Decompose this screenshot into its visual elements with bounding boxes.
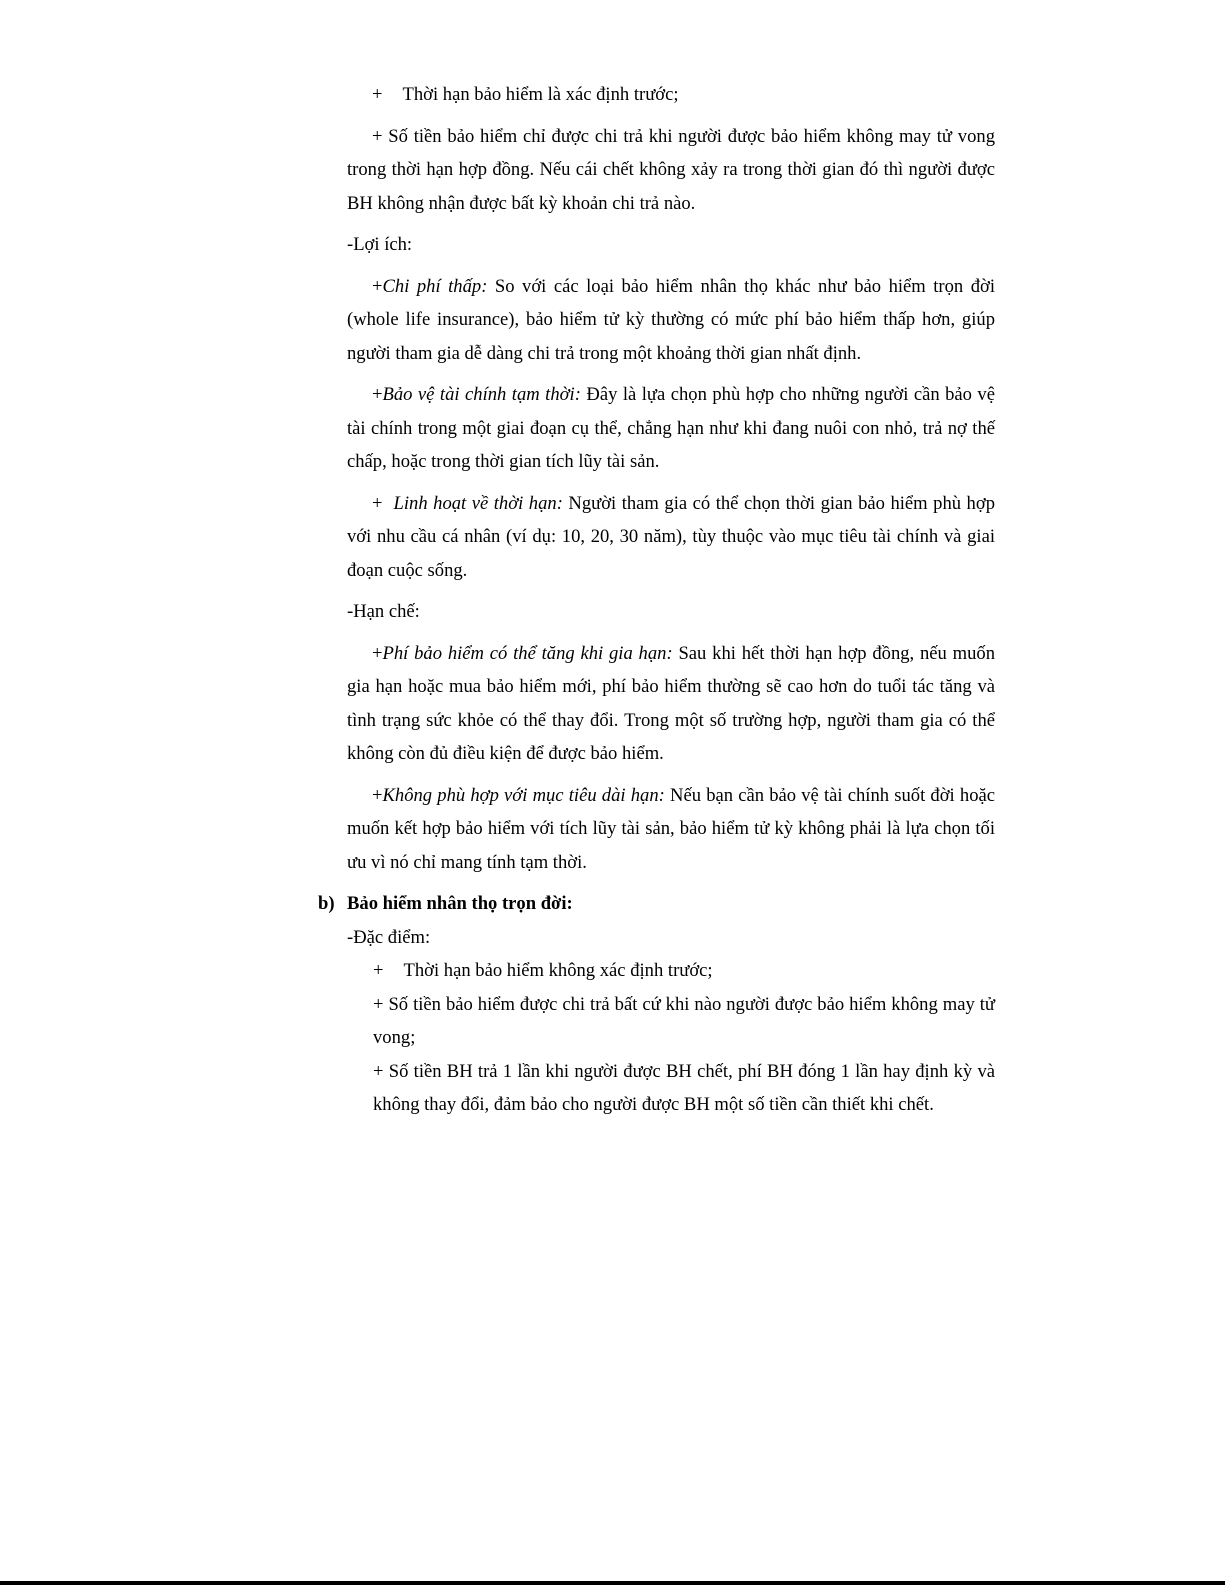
heading-text: Bảo hiểm nhân thọ trọn đời: [347,893,573,914]
paragraph-lump-sum [373,1055,995,1122]
paragraph-low-cost [347,270,995,371]
section-label-text: -Hạn chế: [347,601,420,622]
italic-term: Phí bảo hiểm có thể tăng khi gia hạn: [382,642,673,664]
paragraph-text: So với các loại bảo hiểm nhân thọ khác như bảo hiểm trọn đời (whole life insurance), bảo hiểm tử kỳ thường có mức phí bảo hiểm thấp hơn, giúp người tham gia dễ dàng chi trả trong một khoảng thời gian nhất định. [347,275,996,364]
bullet-plus: + [372,784,383,806]
paragraph-text: Người tham gia có thể chọn thời gian bảo hiểm phù hợp với nhu cầu cá nhân (ví dụ: 10, 20, 30 năm), tùy thuộc vào mục tiêu tài chính và giai đoạn cuộc sống. [347,492,995,581]
paragraph-term-undefined [373,954,995,988]
section-label-limitations [347,595,995,629]
bullet-plus: + [372,275,383,297]
paragraph-temporary-protection [347,378,995,479]
paragraph-premium-increase [347,637,995,771]
italic-term: Không phù hợp với mục tiêu dài hạn: [382,784,665,806]
paragraph-text: Thời hạn bảo hiểm là xác định trước; [402,84,679,105]
paragraph-payout-condition [347,120,995,221]
paragraph-flexible-term [347,487,995,588]
paragraph-text: Nếu bạn cần bảo vệ tài chính suốt đời hoặc muốn kết hợp bảo hiểm với tích lũy tài sản, bảo hiểm tử kỳ không phải là lựa chọn tối ưu vì nó chỉ mang tính tạm thời. [347,784,995,873]
bullet-plus: + [372,642,383,664]
paragraph-not-long-term [347,779,995,880]
bullet-plus: + [372,84,383,105]
italic-term: Bảo vệ tài chính tạm thời: [382,384,581,405]
paragraph-payout-anytime [373,988,995,1055]
section-label-text: -Lợi ích: [347,234,413,255]
section-label-benefits [347,228,995,262]
paragraph-text: + Số tiền bảo hiểm chỉ được chi trả khi người được bảo hiểm không may tử vong trong thời hạn hợp đồng. Nếu cái chết không xảy ra trong thời gian đó thì người được BH không nhận được bất kỳ khoản chi trả nào. [347,125,995,214]
bullet-plus: + [372,492,394,514]
paragraph-term-fixed [347,78,995,112]
page-bottom-border [0,1581,1225,1585]
heading-marker: b) [318,893,335,914]
paragraph-text: Sau khi hết thời hạn hợp đồng, nếu muốn gia hạn hoặc mua bảo hiểm mới, phí bảo hiểm thường sẽ cao hơn do tuổi tác tăng và tình trạng sức khỏe có thể thay đổi. Trong một số trường hợp, người tham gia có thể không còn đủ điều kiện để được bảo hiểm. [347,642,996,764]
paragraph-text: + Số tiền BH trả 1 lần khi người được BH chết, phí BH đóng 1 lần hay định kỳ và không thay đổi, đảm bảo cho người được BH một số tiền cần thiết khi chết. [373,1060,995,1115]
paragraph-text: + Số tiền bảo hiểm được chi trả bất cứ khi nào người được bảo hiểm không may tử vong; [373,993,995,1048]
paragraph-text: Thời hạn bảo hiểm không xác định trước; [403,960,713,981]
heading-whole-life [318,887,995,921]
italic-term: Chi phí thấp: [382,275,488,297]
bullet-plus: + [372,384,383,405]
paragraph-text: Đây là lựa chọn phù hợp cho những người cần bảo vệ tài chính trong một giai đoạn cụ thể, chẳng hạn như khi đang nuôi con nhỏ, trả nợ thế chấp, hoặc trong thời gian tích lũy tài sản. [347,384,995,472]
bullet-plus: + [373,960,384,981]
section-label-characteristics [347,921,995,955]
section-label-text: -Đặc điểm: [347,926,431,948]
italic-term: Linh hoạt về thời hạn: [393,492,563,514]
page-content [318,78,996,1122]
